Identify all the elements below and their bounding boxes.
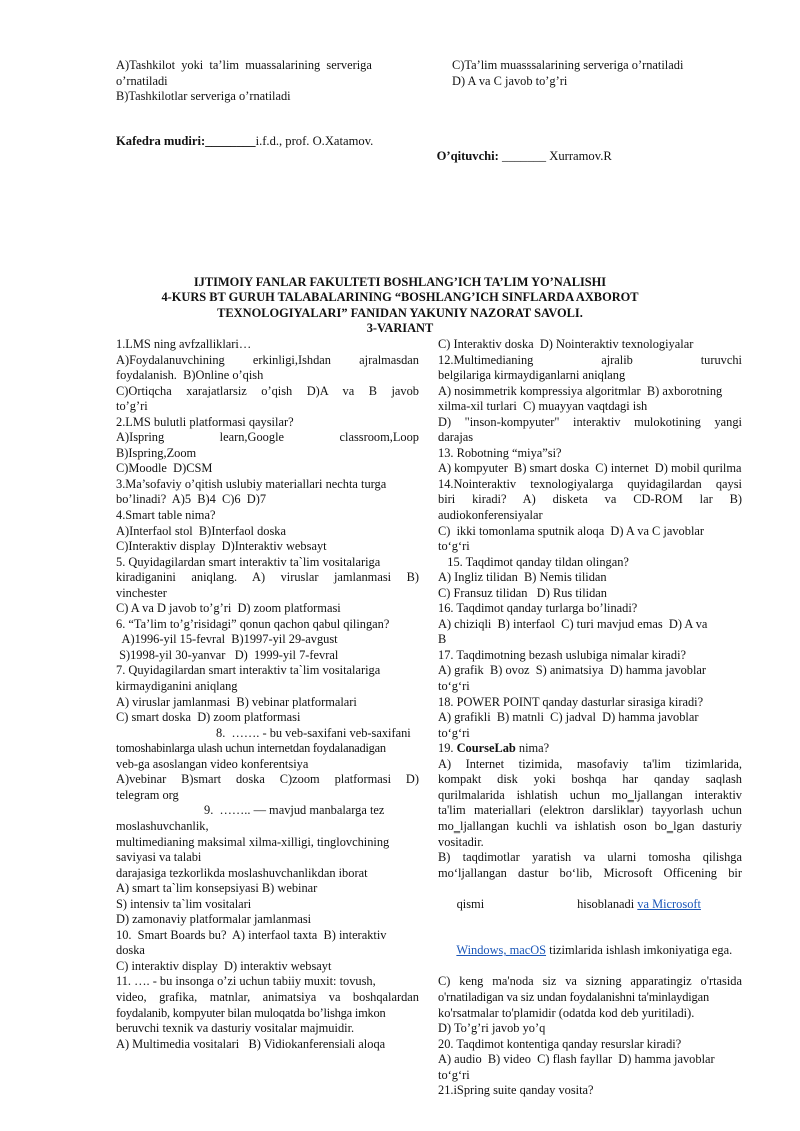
answer-line: B [438,632,447,647]
answer-line: vinchester [116,585,167,600]
answer-line: A) Internet tizimida, masofaviy ta'lim tizimlarida, [438,756,742,771]
question-line: 14.Nointeraktiv texnologiyalarga quyidagilardan qaysi [438,476,742,491]
answer-line: A) Multimedia vositalari B) Vidiokanferensiali aloqa [116,1036,386,1051]
question-line: 4.Smart table nima? [116,508,216,523]
question-line: 11. …. - bu insonga o’zi uchun tabiiy muxit: tovush, [116,974,376,989]
question-line: 10. Smart Boards bu? A) interfaol taxta B) interaktiv [116,927,387,942]
answer-line: D) A va C javob to’g’ri [452,73,568,88]
answer-line: C) A va D javob to’g’ri D) zoom platformasi [116,601,341,616]
answer-line: A) nosimmetrik kompressiya algoritmlar B) axborotning [438,383,723,398]
windows-macos-link[interactable]: Windows, macOS [456,943,547,958]
question-line: 6. “Ta’lim to’g’risidagi” qonun qachon qabul qilingan? [116,616,390,631]
question-line: 12.Multimedianing ajralib turuvchi [438,352,742,367]
question-line: belgilariga kirmaydiganlarni aniqlang [438,368,626,383]
answer-line: C) Fransuz tilidan D) Rus tilidan [438,585,607,600]
answer-line: S) intensiv ta`lim vositalari [116,896,252,911]
answer-line: A) grafik B) ovoz S) animatsiya D) hamma javoblar [438,663,707,678]
answer-line [438,881,742,928]
question-line: veb-ga asoslangan video konferentsiya [116,756,309,771]
question-line: 8. ……. - bu veb-saxifani veb-saxifani [216,725,411,740]
question-line: 7. Quyidagilardan smart interaktiv ta`lim vositalariga [116,663,381,678]
exam-header [100,275,700,337]
microsoft-link[interactable]: va Microsoft [637,896,701,911]
answer-line: A)1996-yil 15-fevral B)1997-yil 29-avgust [116,632,338,647]
answer-line: o'rnatiladigan va siz undan foydalanishni ta'minlaydigan [438,989,709,1004]
answer-line: ta'lim materiallari (elektron darsliklar) tayyorlash uchun [438,803,742,818]
answer-line: qurilmalarida ishlatish uchun mo‗ljallangan interaktiv [438,787,742,802]
question-line: 1.LMS ning avfzalliklari… [116,337,252,351]
teacher-name: Xurramov.R [546,149,612,163]
signature-blank: ________ [205,134,256,148]
question-line: 20. Taqdimot kontentiga qanday resurslar kiradi? [438,1036,682,1051]
course-title-line-1: 4-KURS BT GURUH TALABALARINING “BOSHLANG’ICH SINFLARDA AXBOROT [161,290,639,305]
question-line: 13. Robotning “miya”si? [438,445,562,460]
answer-line: telegram org [116,787,179,802]
answer-line: ko'rsatmalar to'plamidir (odatda kod deb yuritiladi). [438,1005,695,1020]
answer-line [438,928,742,975]
faculty-title: IJTIMOIY FANLAR FAKULTETI BOSHLANG’ICH TA’LIM YO’NALISHI [193,275,607,289]
answer-line: B)Ispring,Zoom [116,445,197,460]
answer-line: C)Interaktiv display D)Interaktiv websayt [116,539,327,554]
question-line: darajasiga tezkorlikda moslashuvchanlikdan iborat [116,865,368,880]
answer-line: A) chiziqli B) interfaol C) turi mavjud emas D) A va [438,616,708,631]
question-line: video, grafika, matnlar, animatsiya va boshqalardan [116,989,419,1004]
answer-line: kompakt disk yoki boshqa har qanday saqlash [438,772,742,787]
question-line: moslashuvchanlik, [116,818,209,833]
question-line: 16. Taqdimot qanday turlarga bo’linadi? [438,601,638,616]
course-title-line-2: TEXNOLOGIYALARI” FANIDAN YAKUNIY NAZORAT SAVOLI. [217,305,583,320]
answer-line: A) viruslar jamlanmasi B) vebinar platformalari [116,694,357,709]
answer-line: o’rnatiladi [116,73,168,88]
answer-line: darajas [438,430,474,445]
teacher-label: O’qituvchi: [436,149,499,163]
previous-answers-left [116,58,398,105]
answer-line: to‘g‘ri [438,725,470,740]
answer-line: C) ikki tomonlama sputnik aloqa D) A va C javoblar [438,523,705,538]
answer-line: A)Ispring learn,Google classroom,Loop [116,430,419,445]
question-line: 9. …….. — mavjud manbalarga tez [204,803,385,818]
question-number: 19. [438,741,457,756]
answer-text: tizimlarida ishlash imkoniyatiga ega. [546,943,733,958]
answer-line: S)1998-yil 30-yanvar D) 1999-yil 7-fevral [116,647,339,662]
question-line: beruvchi texnik va dasturiy vositalar majmuidir. [116,1021,355,1036]
previous-answers-right [452,58,752,89]
answer-line: C)Ortiqcha xarajatlarsiz o’qish D)A va B javob [116,383,419,398]
question-line: 18. POWER POINT qanday dasturlar sirasiga kiradi? [438,694,704,709]
answer-line: vositadir. [438,834,484,849]
question-line: tomoshabinlarga ulash uchun internetdan foydalanadigan [116,741,386,756]
department-head-name: i.f.d., prof. O.Xatamov. [255,134,374,148]
signature-blank: _______ [498,149,547,163]
question-suffix: nima? [515,741,550,756]
answer-line: to’g’ri [116,399,148,414]
question-line: 2.LMS bulutli platformasi qaysilar? [116,414,294,429]
answer-line: A) kompyuter B) smart doska C) internet D) mobil qurilma [438,461,742,476]
answer-line: B)Tashkilotlar serveriga o’rnatiladi [116,89,291,103]
answer-line: D) To’g’ri javob yo’q [438,1021,546,1036]
department-head-signature [116,134,373,149]
answer-line: foydalanish. B)Online o’qish [116,368,264,383]
left-question-column [116,337,419,1052]
right-question-column [438,337,742,1099]
answer-line: C) keng ma'noda siz va sizning apparatingiz o'rtasida [438,974,742,989]
question-line: foydalanib, kompyuter bilan muloqatda bo’lishga imkon [116,1005,386,1020]
courselab-term: CourseLab [456,741,516,756]
answer-text: qismi hisoblanadi [456,896,638,911]
question-line: bo’linadi? A)5 B)4 C)6 D)7 [116,492,267,507]
question-line: 15. Taqdimot qanday tildan olingan? [438,554,629,569]
answer-line: audiokonferensiyalar [438,508,543,523]
answer-line: C) Interaktiv doska D) Nointeraktiv texnologiyalar [438,337,694,351]
question-line: 3.Ma’sofaviy o’qitish uslubiy materiallari nechta turga [116,476,387,491]
answer-line: A) Ingliz tilidan B) Nemis tilidan [438,570,607,585]
answer-line: to‘g‘ri [438,679,470,694]
question-line: saviyasi va talabi [116,850,202,865]
question-line: 21.iSpring suite qanday vosita? [438,1083,594,1098]
answer-line: xilma-xil turlari C) muayyan vaqtdagi ish [438,399,648,414]
teacher-signature [424,134,612,179]
answer-line: kiradiganini aniqlang. A) viruslar jamlanmasi B) [116,570,419,585]
answer-line: A)Interfaol stol B)Interfaol doska [116,523,286,538]
answer-line: C)Moodle D)CSM [116,461,213,476]
answer-line: D) zamonaviy platformalar jamlanmasi [116,912,312,927]
answer-line: doska [116,943,145,958]
answer-line: biri kiradi? A) disketa va CD-ROM lar B) [438,492,742,507]
answer-line: B) taqdimotlar yaratish va ularni tomosha qilishga [438,850,742,865]
answer-line: mo‘ljallangan dastur bo‘lib, Microsoft Officening bir [438,865,742,880]
answer-line: C) smart doska D) zoom platformasi [116,710,301,725]
answer-line: A)Foydalanuvchining erkinligi,Ishdan ajralmasdan [116,352,419,367]
question-line: multimedianing maksimal xilma-xilligi, tinglovchining [116,834,390,849]
answer-line: A)Tashkilot yoki ta’lim muassalarining serveriga [116,58,372,72]
answer-line: A) grafikli B) matnli C) jadval D) hamma javoblar [438,710,699,725]
variant-title: 3-VARIANT [366,321,434,336]
question-line: 5. Quyidagilardan smart interaktiv ta`lim vositalariga [116,554,381,569]
answer-line: to‘g‘ri [438,1067,470,1082]
answer-line: C)Ta’lim muasssalarining serveriga o’rnatiladi [452,58,684,72]
answer-line: mo‗ljallangan kuchli va ishlatish oson bo‗lgan dasturiy [438,818,742,833]
question-line [438,741,742,757]
question-line: 17. Taqdimotning bezash uslubiga nimalar kiradi? [438,647,687,662]
answer-line: to‘g‘ri [438,539,470,554]
answer-line: A) audio B) video C) flash fayllar D) hamma javoblar [438,1052,715,1067]
answer-line: C) interaktiv display D) interaktiv websayt [116,958,332,973]
answer-line: A) smart ta`lim konsepsiyasi B) webinar [116,881,318,896]
answer-line: D) "inson-kompyuter" interaktiv mulokotining yangi [438,414,742,429]
answer-line: A)vebinar B)smart doska C)zoom platformasi D) [116,772,419,787]
department-head-label: Kafedra mudiri: [116,134,206,148]
question-line: kirmaydiganini aniqlang [116,679,238,694]
